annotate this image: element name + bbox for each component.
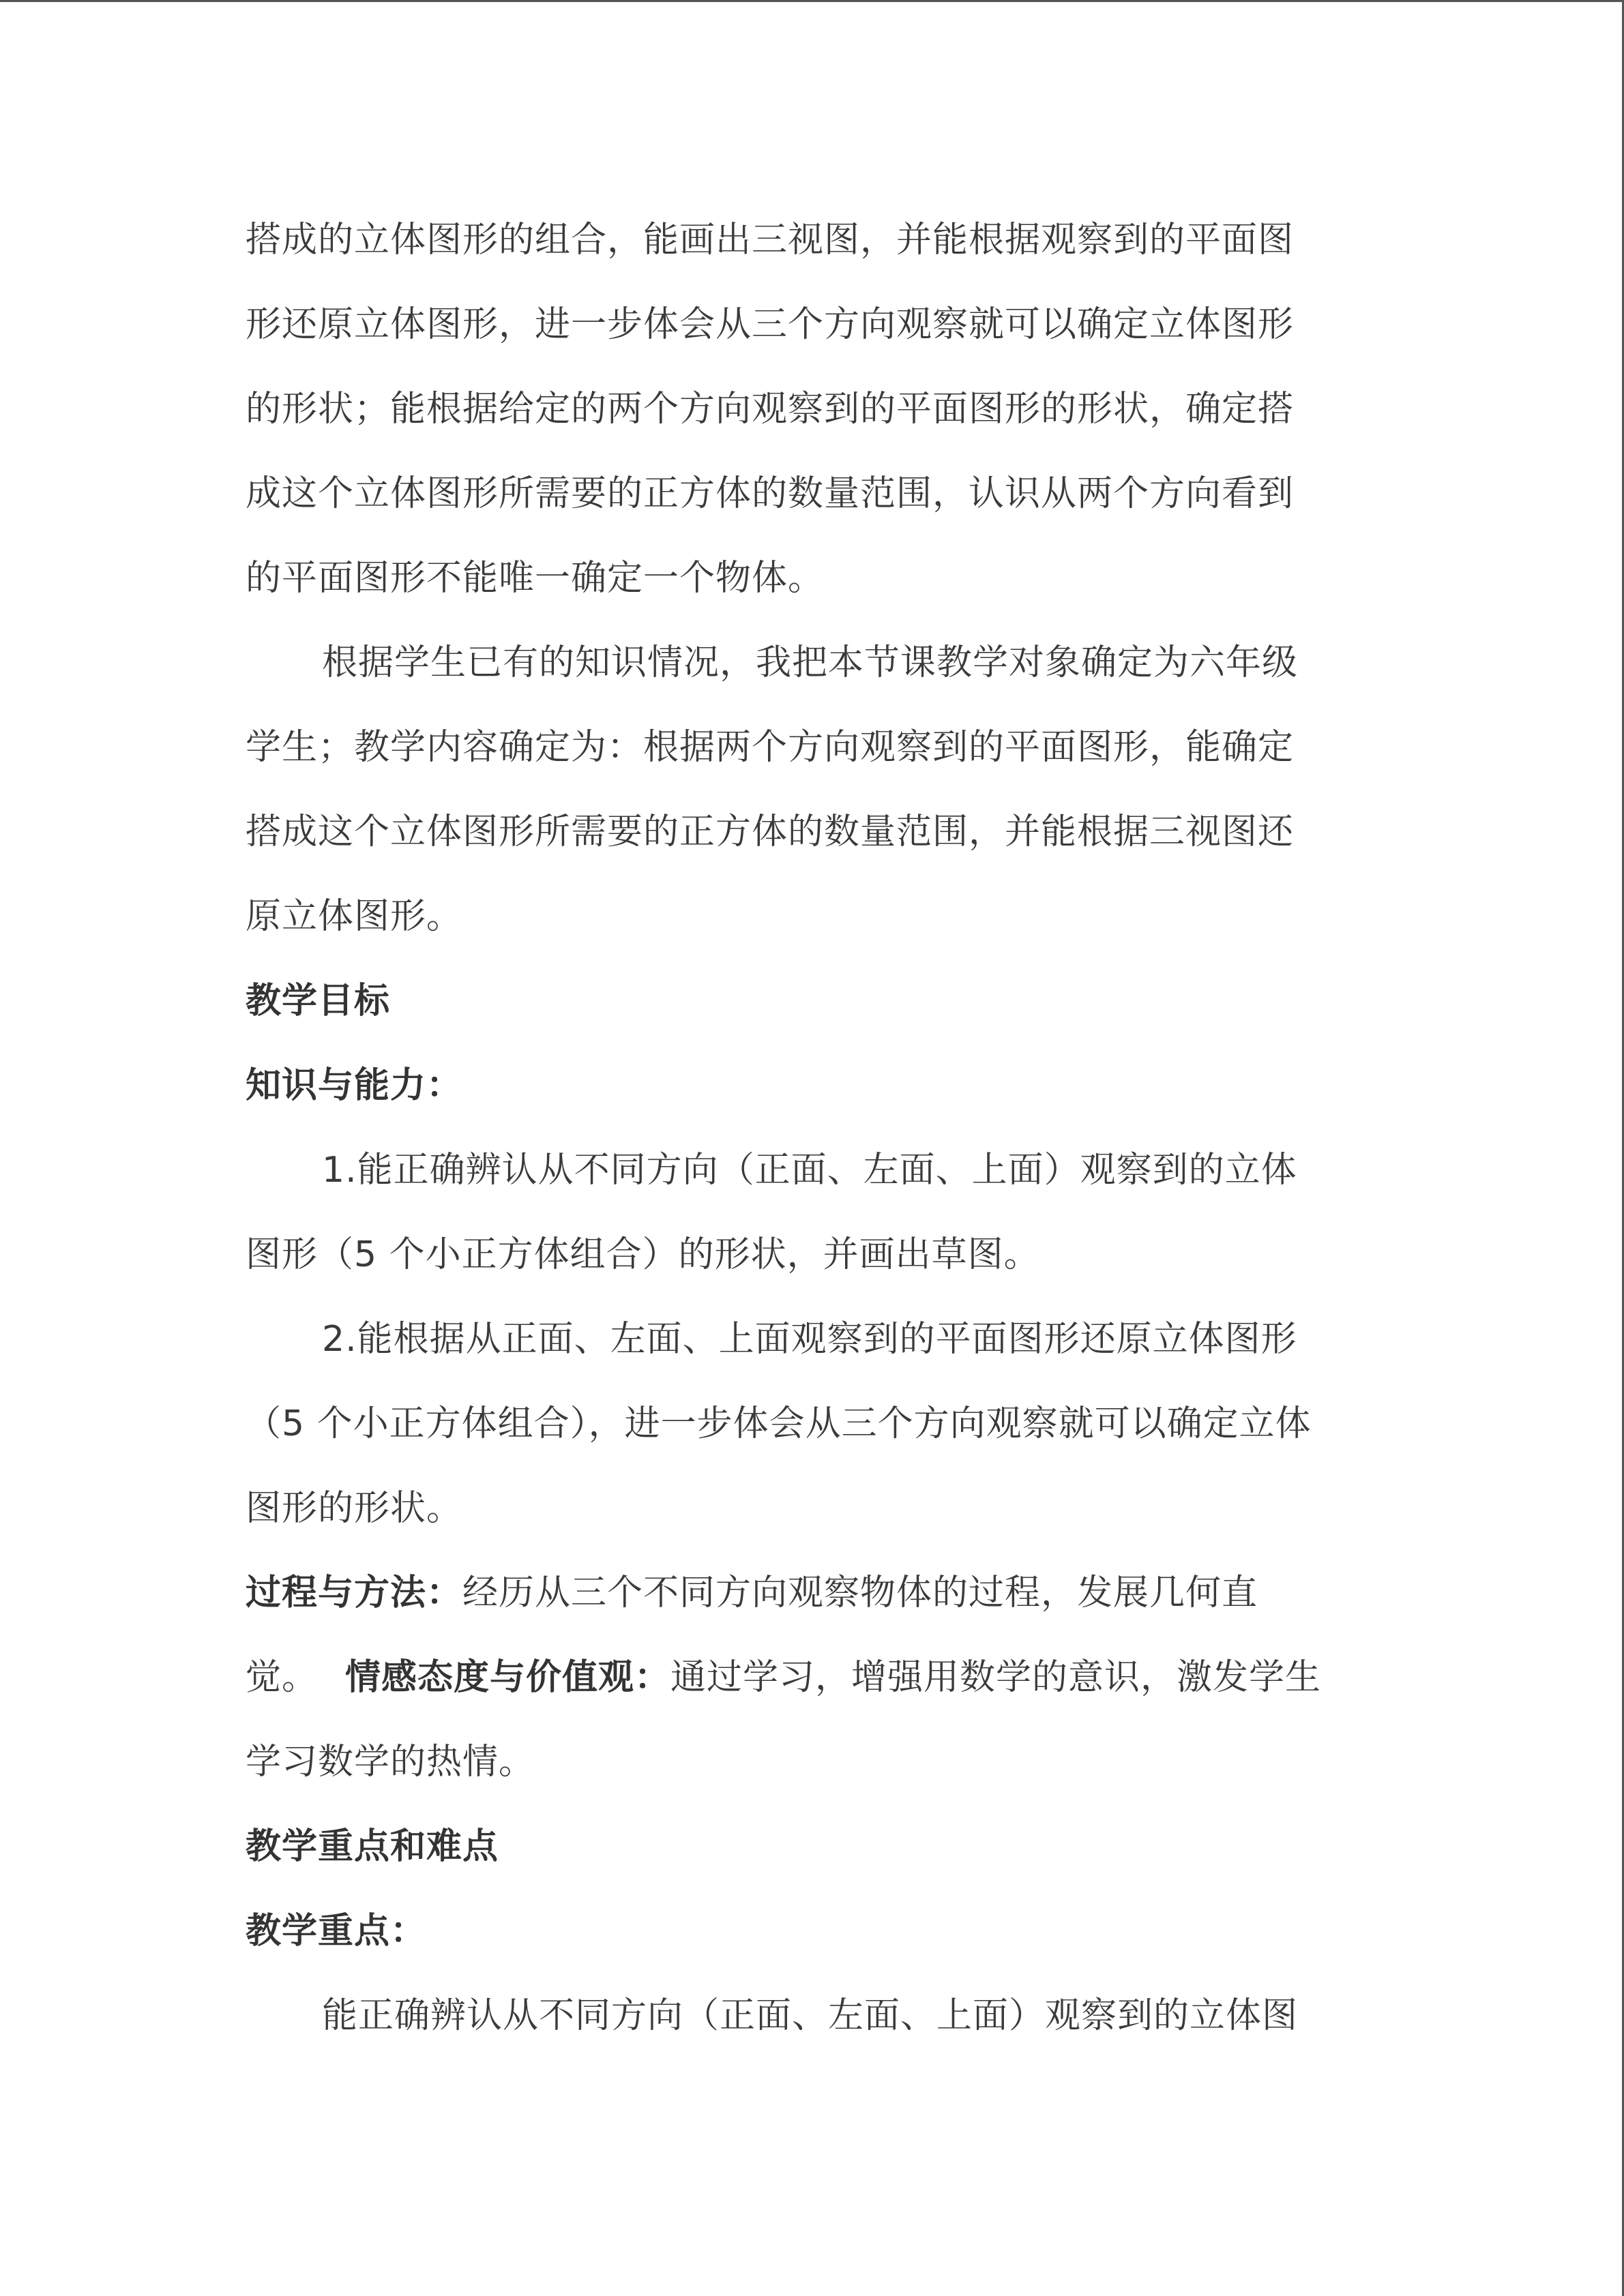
intro-paragraph [246, 198, 1378, 621]
heading-teaching-objectives: 教学目标 [246, 981, 391, 1022]
heading-key-points: 教学重点： [246, 1911, 427, 1952]
paragraph-line: 学习数学的热情。 [246, 1742, 535, 1783]
paragraph-line: 搭成这个立体图形所需要的正方体的数量范围，并能根据三视图还 [246, 811, 1295, 852]
process-method-text-end: 觉。 [246, 1657, 319, 1698]
page-top-border [0, 0, 1624, 2]
paragraph-line: 1.能正确辨认从不同方向（正面、左面、上面）观察到的立体 [322, 1150, 1297, 1191]
objective-item-2 [246, 1297, 1378, 1551]
heading-knowledge-ability: 知识与能力： [246, 1065, 463, 1106]
paragraph-line: 图形（5 个小正方体组合）的形状，并画出草图。 [246, 1234, 1040, 1275]
paragraph-line: 的平面图形不能唯一确定一个物体。 [246, 558, 825, 599]
paragraph-line: 成这个立体图形所需要的正方体的数量范围，认识从两个方向看到 [246, 473, 1295, 514]
process-method-paragraph [246, 1551, 1378, 1804]
paragraph-line: （5 个小正方体组合），进一步体会从三个方向观察就可以确定立体 [246, 1403, 1312, 1444]
key-point-paragraph [246, 1973, 1378, 2058]
document-body [246, 198, 1378, 2058]
paragraph-line: 根据学生已有的知识情况，我把本节课教学对象确定为六年级 [322, 642, 1299, 683]
paragraph-line: 形还原立体图形，进一步体会从三个方向观察就可以确定立体图形 [246, 304, 1295, 345]
paragraph-line: 学生；教学内容确定为：根据两个方向观察到的平面图形，能确定 [246, 727, 1295, 768]
paragraph-line: 的形状；能根据给定的两个方向观察到的平面图形的形状，确定搭 [246, 389, 1295, 430]
heading-key-and-difficult-points: 教学重点和难点 [246, 1826, 499, 1867]
paragraph-line: 能正确辨认从不同方向（正面、左面、上面）观察到的立体图 [322, 1995, 1299, 2036]
emotion-attitude-label: 情感态度与价值观： [345, 1657, 671, 1698]
objective-item-1 [246, 1128, 1378, 1297]
paragraph-line: 原立体图形。 [246, 896, 463, 937]
paragraph-line: 2.能根据从正面、左面、上面观察到的平面图形还原立体图形 [322, 1319, 1297, 1360]
emotion-attitude-text: 通过学习，增强用数学的意识，激发学生 [670, 1657, 1322, 1698]
paragraph-line: 搭成的立体图形的组合，能画出三视图，并能根据观察到的平面图 [246, 220, 1295, 260]
process-method-text: 经历从三个不同方向观察物体的过程，发展几何直 [462, 1572, 1258, 1613]
paragraph-line: 图形的形状。 [246, 1488, 463, 1529]
paragraph-line [246, 1635, 1378, 1720]
process-method-label: 过程与方法： [246, 1572, 463, 1613]
basis-paragraph [246, 621, 1378, 959]
paragraph-line [246, 1551, 1378, 1635]
